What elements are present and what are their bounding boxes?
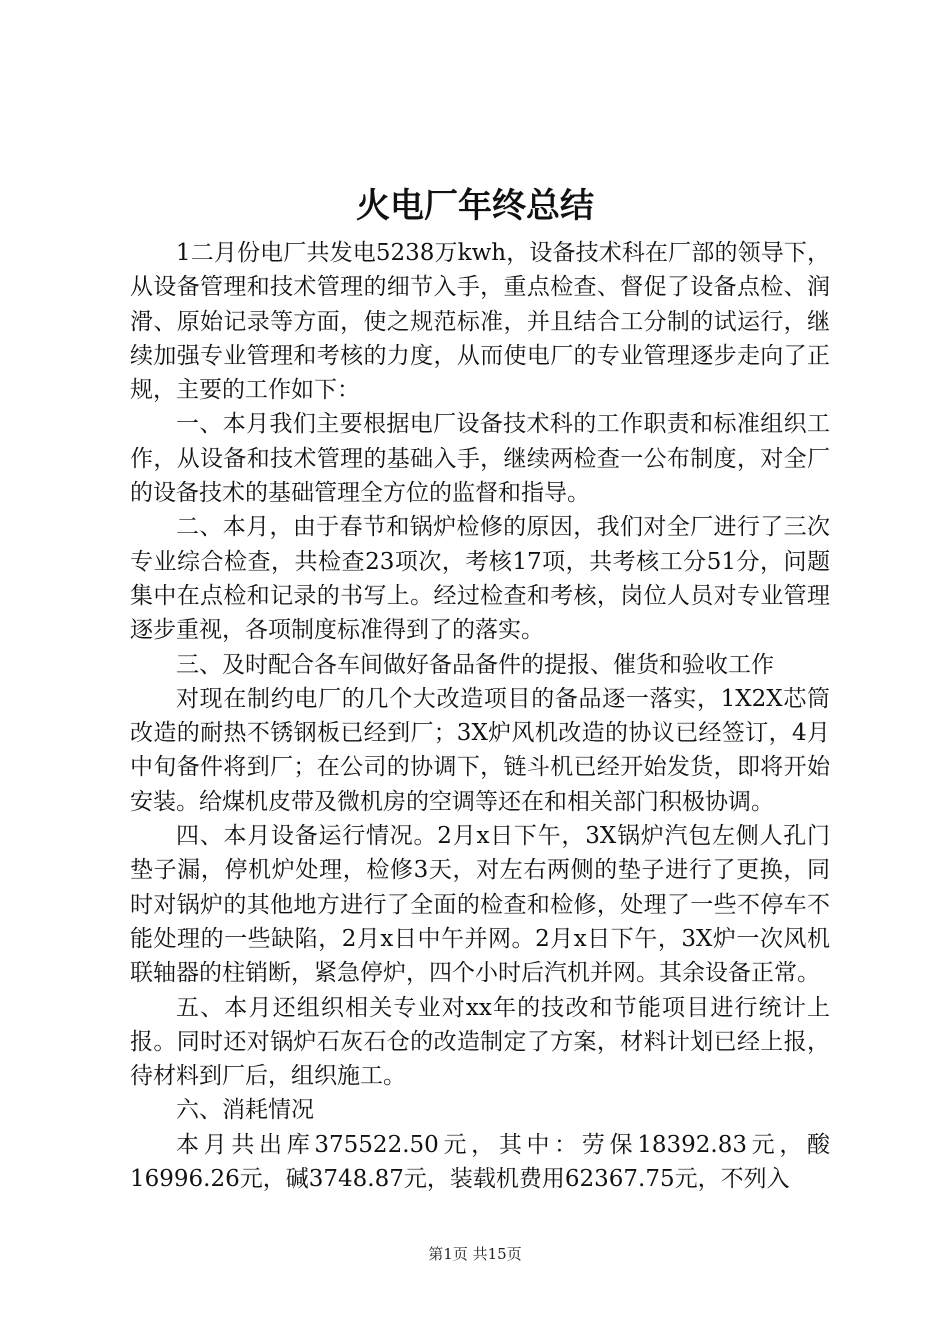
paragraph-item-2: 二、本月，由于春节和锅炉检修的原因，我们对全厂进行了三次专业综合检查，共检查23项次，考核17项，共考核工分51分，问题集中在点检和记录的书写上。经过检查和考核，岗位人员对专业管理逐步重视，各项制度标准得到了的落实。 xyxy=(130,514,830,644)
paragraph-intro: 1二月份电厂共发电5238万kwh，设备技术科在厂部的领导下，从设备管理和技术管理的细节入手，重点检查、督促了设备点检、润滑、原始记录等方面，使之规范标准，并且结合工分制的试运行，继续加强专业管理和考核的力度，从而使电厂的专业管理逐步走向了正规，主要的工作如下： xyxy=(130,240,830,404)
paragraph-item-4: 四、本月设备运行情况。2月x日下午，3X锅炉汽包左侧人孔门垫子漏，停机炉处理，检修3天，对左右两侧的垫子进行了更换，同时对锅炉的其他地方进行了全面的检查和检修，处理了一些不停车不能处理的一些缺陷，2月x日中午并网。2月x日下午，3X炉一次风机联轴器的柱销断，紧急停炉，四个小时后汽机并网。其余设备正常。 xyxy=(130,823,830,987)
paragraph-item-1: 一、本月我们主要根据电厂设备技术科的工作职责和标准组织工作，从设备和技术管理的基础入手，继续两检查一公布制度，对全厂的设备技术的基础管理全方位的监督和指导。 xyxy=(130,411,830,507)
paragraph-item-3-detail: 对现在制约电厂的几个大改造项目的备品逐一落实，1X2X芯筒改造的耐热不锈钢板已经到厂；3X炉风机改造的协议已经签订，4月中旬备件将到厂；在公司的协调下，链斗机已经开始发货，即将开始安装。给煤机皮带及微机房的空调等还在和相关部门积极协调。 xyxy=(130,685,830,815)
paragraph-item-3-heading: 三、及时配合各车间做好备品备件的提报、催货和验收工作 xyxy=(176,651,774,678)
paragraph-item-5: 五、本月还组织相关专业对xx年的技改和节能项目进行统计上报。同时还对锅炉石灰石仓的改造制定了方案，材料计划已经上报，待材料到厂后，组织施工。 xyxy=(130,994,830,1090)
page-number-footer: 第1页 共15页 xyxy=(428,1245,522,1263)
document-body xyxy=(130,236,830,1196)
paragraph-item-6-detail: 本月共出库375522.50元，其中：劳保18392.83元，酸16996.26元，碱3748.87元，装载机费用62367.75元，不列入 xyxy=(130,1131,830,1193)
document-title: 火电厂年终总结 xyxy=(356,186,594,226)
paragraph-item-6-heading: 六、消耗情况 xyxy=(176,1097,314,1124)
